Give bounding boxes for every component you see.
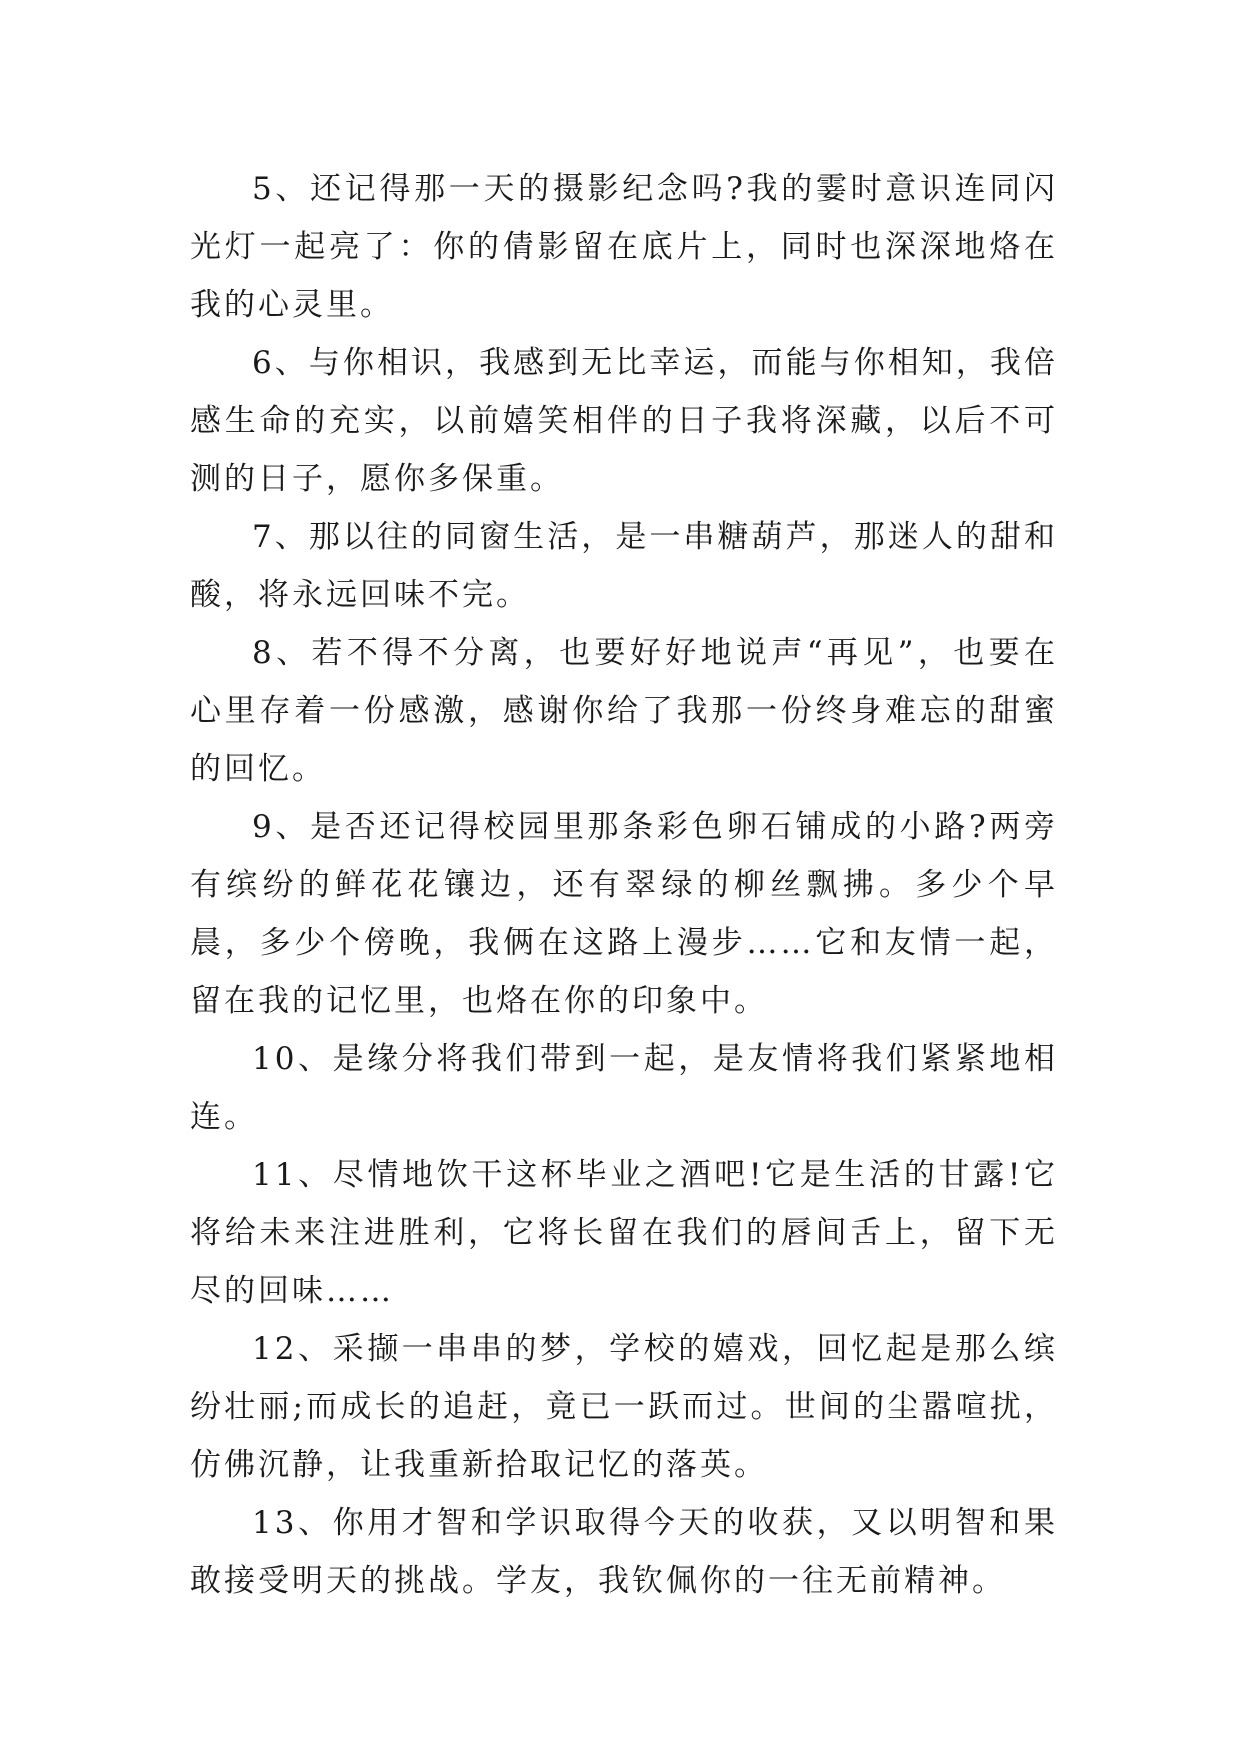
paragraph-11: 11、尽情地饮干这杯毕业之酒吧!它是生活的甘露!它将给未来注进胜利，它将长留在我们的唇间舌上，留下无尽的回味……	[190, 1157, 1058, 1309]
paragraph-6: 6、与你相识，我感到无比幸运，而能与你相知，我倍感生命的充实，以前嬉笑相伴的日子我将深藏，以后不可测的日子，愿你多保重。	[190, 345, 1058, 497]
paragraph-9: 9、是否还记得校园里那条彩色卵石铺成的小路?两旁有缤纷的鲜花花镶边，还有翠绿的柳丝飘拂。多少个早晨，多少个傍晚，我俩在这路上漫步……它和友情一起，留在我的记忆里，也烙在你的印象中。	[190, 809, 1058, 1019]
document-body	[190, 160, 1058, 1610]
paragraph-5: 5、还记得那一天的摄影纪念吗?我的霎时意识连同闪光灯一起亮了：你的倩影留在底片上，同时也深深地烙在我的心灵里。	[190, 171, 1058, 323]
paragraph-8: 8、若不得不分离，也要好好地说声“再见”，也要在心里存着一份感激，感谢你给了我那一份终身难忘的甜蜜的回忆。	[190, 635, 1058, 787]
paragraph-7: 7、那以往的同窗生活，是一串糖葫芦，那迷人的甜和酸，将永远回味不完。	[190, 519, 1058, 613]
paragraph-10: 10、是缘分将我们带到一起，是友情将我们紧紧地相连。	[190, 1041, 1058, 1135]
paragraph-12: 12、采撷一串串的梦，学校的嬉戏，回忆起是那么缤纷壮丽;而成长的追赶，竟已一跃而过。世间的尘嚣喧扰，仿佛沉静，让我重新拾取记忆的落英。	[190, 1331, 1058, 1483]
paragraph-13: 13、你用才智和学识取得今天的收获，又以明智和果敢接受明天的挑战。学友，我钦佩你的一往无前精神。	[190, 1505, 1058, 1599]
